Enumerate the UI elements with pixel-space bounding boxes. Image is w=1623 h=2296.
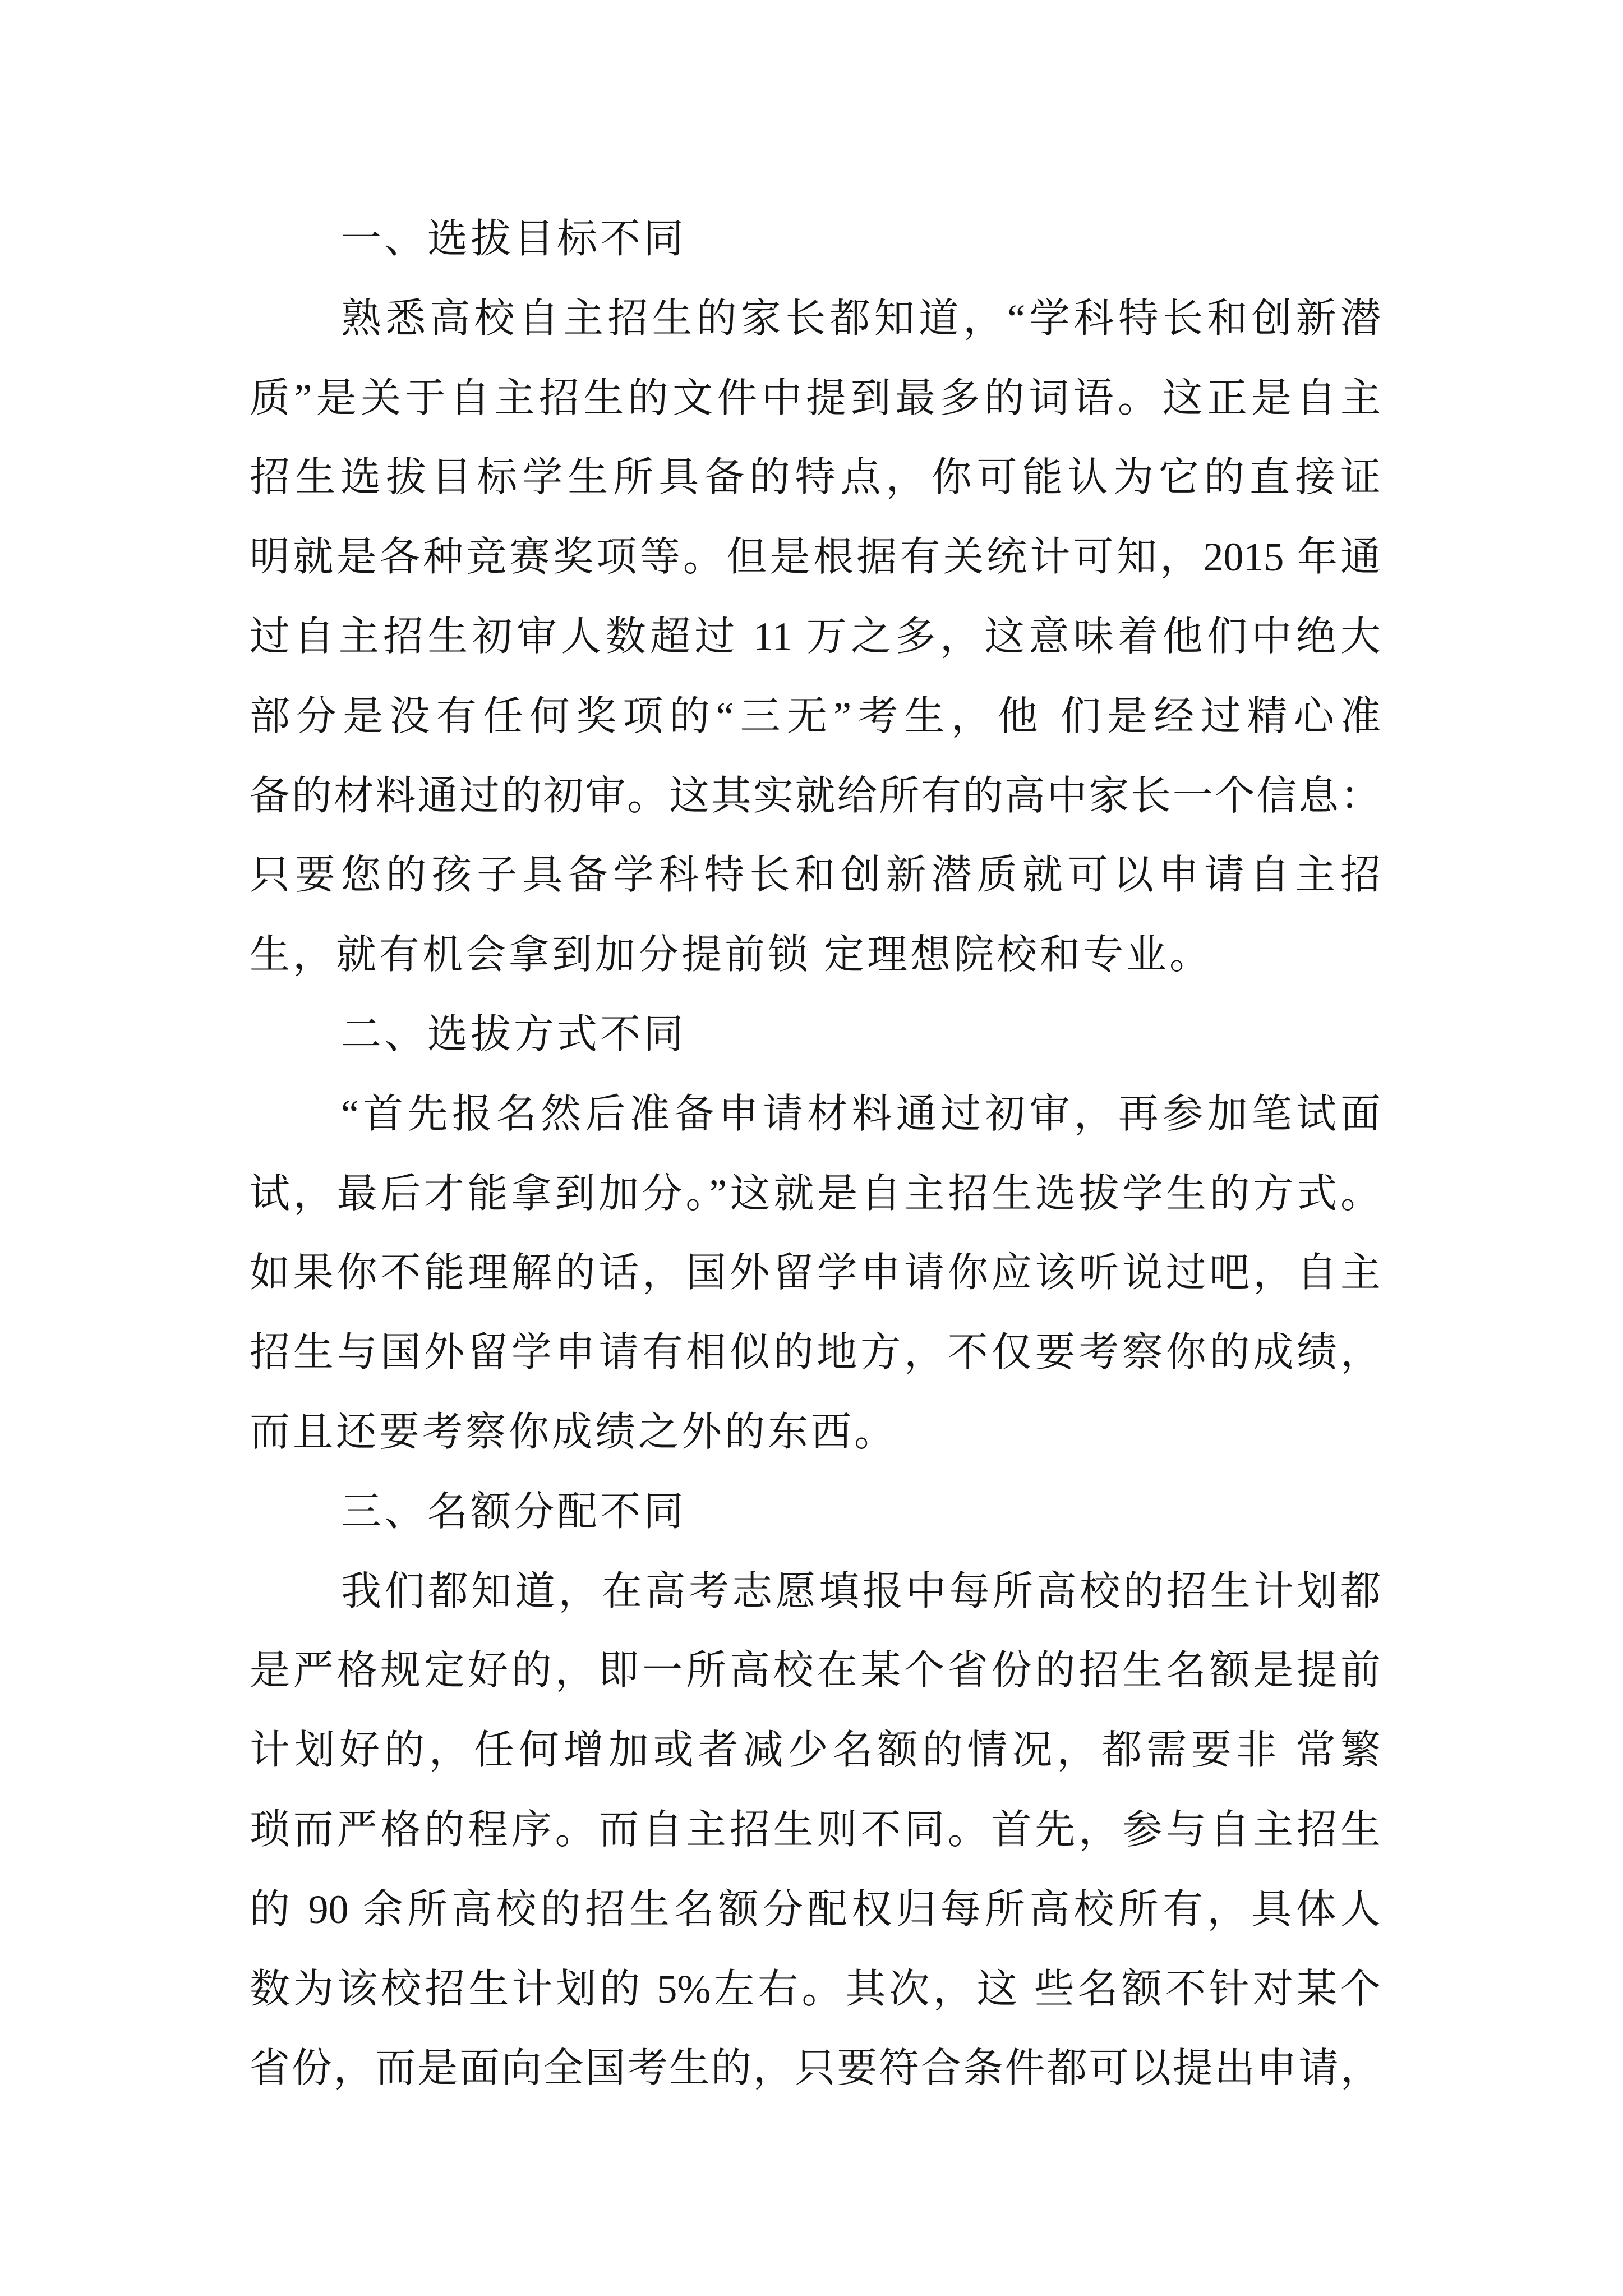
paragraph-line: 琐而严格的程序。而自主招生则不同。首先，参与自主招生 xyxy=(250,1807,1381,1852)
paragraph-line: 试，最后才能拿到加分。”这就是自主招生选拔学生的方式。 xyxy=(250,1171,1381,1216)
paragraph-line: 部分是没有任何奖项的“三无”考生，他 们是经过精心准 xyxy=(250,693,1381,739)
paragraph-line: 是严格规定好的，即一所高校在某个省份的招生名额是提前 xyxy=(250,1648,1381,1694)
section-heading: 二、选拔方式不同 xyxy=(341,1011,687,1057)
paragraph-line: 熟悉高校自主招生的家长都知道，“学科特长和创新潜 xyxy=(341,296,1381,341)
paragraph-line: 招生与国外留学申请有相似的地方，不仅要考察你的成绩， xyxy=(250,1330,1381,1375)
paragraph-line: 计划好的，任何增加或者减少名额的情况，都需要非 常繁 xyxy=(250,1728,1381,1773)
paragraph-line: “首先报名然后准备申请材料通过初审，再参加笔试面 xyxy=(341,1091,1381,1137)
paragraph-line: 省份，而是面向全国考生的，只要符合条件都可以提出申请， xyxy=(250,2046,1381,2091)
paragraph-line: 备的材料通过的初审。这其实就给所有的高中家长一个信息： xyxy=(250,773,1381,818)
paragraph-line: 我们都知道，在高考志愿填报中每所高校的招生计划都 xyxy=(341,1568,1381,1614)
paragraph-line: 明就是各种竞赛奖项等。但是根据有关统计可知，2015 年通 xyxy=(250,535,1381,580)
paragraph-line: 质”是关于自主招生的文件中提到最多的词语。这正是自主 xyxy=(250,375,1381,421)
paragraph-line: 如果你不能理解的话，国外留学申请你应该听说过吧，自主 xyxy=(250,1250,1381,1296)
paragraph-line: 过自主招生初审人数超过 11 万之多，这意味着他们中绝大 xyxy=(250,614,1381,659)
paragraph-last-line: 而且还要考察你成绩之外的东西。 xyxy=(250,1409,898,1455)
paragraph-line: 数为该校招生计划的 5%左右。其次，这 些名额不针对某个 xyxy=(250,1966,1381,2012)
section-heading: 一、选拔目标不同 xyxy=(341,217,687,261)
paragraph-last-line: 生，就有机会拿到加分提前锁 定理想院校和专业。 xyxy=(250,932,1213,978)
paragraph-line: 招生选拔目标学生所具备的特点，你可能认为它的直接证 xyxy=(250,455,1381,500)
paragraph-line: 只要您的孩子具备学科特长和创新潜质就可以申请自主招 xyxy=(250,853,1381,898)
document-body xyxy=(250,200,1381,2109)
paragraph-line: 的 90 余所高校的招生名额分配权归每所高校所有，具体人 xyxy=(250,1887,1381,1932)
section-heading: 三、名额分配不同 xyxy=(341,1489,687,1534)
